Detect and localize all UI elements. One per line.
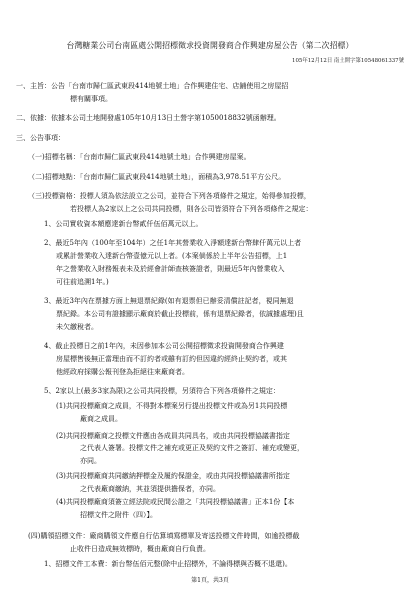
tender-name: （一)招標名稱：「台南市歸仁區武東段414地號土地」合作興建房屋案。 [28, 152, 251, 161]
eligibility-item-5: 5、2家以上(最多3家為限)之公司共同投標，另須符合下列各項條件之規定： [44, 386, 280, 395]
eligibility-item-2-cont: 或累計營業收入達新台幣壹億元以上者。(本案倘係於上半年公告招標，上1 [56, 252, 288, 261]
eligibility-item-2-cont: 可往前追溯1年。) [56, 278, 109, 287]
purchase-docs-heading-cont: 止收件日造成無效標時，概由廠商自行負責。 [70, 544, 210, 553]
eligibility-item-1: 1、公司實收資本額應達新台幣貳仟伍佰萬元以上。 [44, 220, 203, 229]
announcement-heading: 三、公告事項： [16, 133, 65, 142]
eligibility-item-4-cont: 房屋標售後無正當理由而不訂約者或雖有訂約但因違約經終止契約者，或其 [56, 355, 287, 364]
page-number: 第1頁，共3頁 [191, 577, 229, 584]
purchase-docs-item-1: 1、招標文件工本費：新台幣伍佰元整(除中止招標外，不論得標與否概不退還)。 [44, 560, 292, 569]
eligibility-item-3-cont: 未欠繳稅者。 [56, 323, 98, 332]
joint-bid-item-4-cont: 招標文件之附件（四）】。 [80, 511, 157, 519]
joint-bid-item-3: (3)共同投標廠商共同繳納押標金及履約保證金，或由共同投標協議書所指定 [56, 472, 290, 481]
eligibility-item-4-cont: 他經政府採購公報刊登為拒絕往來廠商者。 [56, 368, 189, 377]
joint-bid-item-4: (4)共同投標廠商須簽立經法院或民間公證之「共同投標協議書」正本1份【本 [56, 498, 295, 507]
eligibility-heading: （三)投標資格：投標人須為依法設立之公司，並符合下列各項條件之規定，始得參加投標， [28, 191, 311, 200]
joint-bid-item-3-cont: 之代表廠商繳納，其並須提供擔保者，亦同。 [80, 485, 220, 494]
joint-bid-item-2-cont: 之代表人簽署。投標文件之補充或更正及契約文件之簽訂、補充或變更， [80, 444, 304, 453]
joint-bid-item-2: (2)共同投標廠商之投標文件應由各成員共同具名，或由共同投標協議書指定 [56, 431, 290, 440]
eligibility-item-2-cont: 年之營業收入財務報表未及於經會計師查核簽證者，則最近5年內營業收入 [56, 265, 285, 274]
eligibility-item-4: 4、截止投標日之前1年內，未因參加本公司公開招標徵求投資開發商合作興建 [44, 342, 284, 351]
joint-bid-item-2-cont: 亦同。 [80, 457, 101, 466]
eligibility-item-3-cont: 票紀錄。本公司有證據顯示廠商於截止投標前，係有退票紀錄者，依誠據處理)且 [56, 310, 304, 319]
document-title: 台灣糖業公司台南區處公開招標徵求投資開發商合作興建房屋公告（第二次招標） [66, 40, 354, 50]
subject-line-cont: 標有關事項。 [70, 95, 112, 103]
joint-bid-item-1-cont: 廠商之成員。 [80, 415, 122, 423]
purchase-docs-heading: (四)購領招標文件：廠商購領文件應自行估算填寫標單及寄送投標文件時間，如逾投標截 [28, 531, 300, 540]
document-number: 105年12月12日 南土開字第10548061337號 [292, 58, 404, 64]
subject-line: 一、主旨：公告「台南市歸仁區武東段414地號土地」合作興建住宅、店鋪使用之房屋招 [16, 82, 289, 90]
basis-line: 二、依據：依據本公司土地開發處105年10月13日土營字第1050018832號函辦理。 [16, 114, 281, 122]
eligibility-item-3: 3、最近3年內在票據方面上無退票紀錄(如有退票但已辦妥清償註記者，視同無退 [44, 297, 294, 306]
eligibility-item-2: 2、最近5年內（100年至104年）之任1年其營業收入淨額達新台幣肆仟萬元以上者 [44, 239, 302, 248]
eligibility-heading-cont: 若投標人為2家以上之公司共同投標，則各公司皆須符合下列各項條件之規定： [70, 204, 313, 213]
tender-location: （二)招標地點：「台南市歸仁區武東段414地號土地」，面積為3,978.51平方公尺。 [28, 172, 286, 181]
joint-bid-item-1: (1)共同投標廠商之成員，不得對本標案另行提出投標文件或為另1共同投標 [56, 402, 288, 411]
